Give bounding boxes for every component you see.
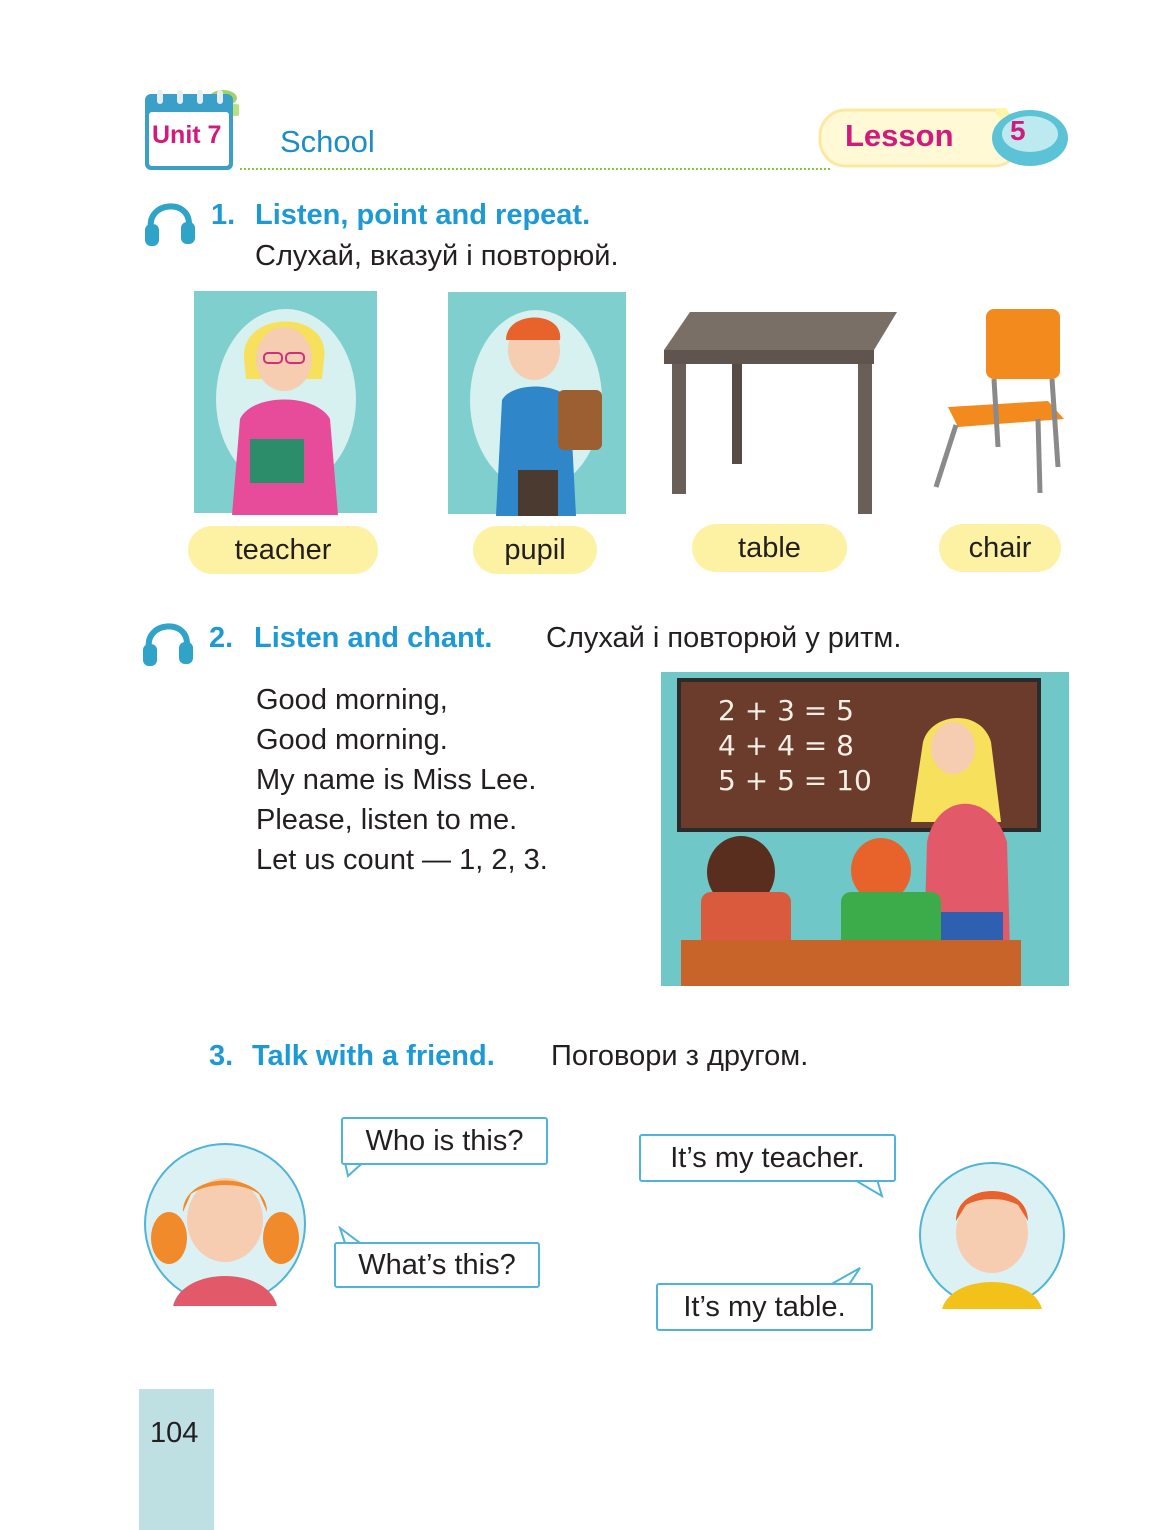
headphones-icon[interactable] (143, 194, 197, 250)
header-divider (240, 168, 830, 170)
exercise2-title: Listen and chant. (254, 622, 493, 654)
board-sum: 5 + 5 = 10 (718, 764, 872, 797)
exercise3-subtitle: Поговори з другом. (551, 1040, 809, 1072)
unit-label: Unit 7 (152, 121, 222, 149)
word-pill-table[interactable]: table (692, 524, 847, 572)
speech-bubble-table: It’s my table. (656, 1283, 873, 1331)
chant-line: Please, listen to me. (256, 804, 518, 836)
word-pill-chair[interactable]: chair (939, 524, 1061, 572)
exercise1-title: Listen, point and repeat. (255, 199, 591, 231)
lesson-number: 5 (1010, 115, 1026, 146)
board-sum: 2 + 3 = 5 (718, 694, 854, 727)
chant-line: Good morning. (256, 724, 448, 756)
page-tab (139, 1389, 214, 1530)
girl-avatar (143, 1142, 307, 1306)
word-pill-pupil[interactable]: pupil (473, 526, 597, 574)
unit-title: School (280, 124, 375, 159)
boy-avatar (918, 1161, 1066, 1309)
page-number: 104 (150, 1417, 199, 1449)
chant-line: My name is Miss Lee. (256, 764, 537, 796)
teacher-picture (192, 289, 379, 515)
table-picture (662, 310, 897, 514)
word-pill-teacher[interactable]: teacher (188, 526, 378, 574)
exercise2-subtitle: Слухай і повторюй у ритм. (546, 622, 902, 654)
pupil-picture (446, 290, 628, 516)
speech-bubble-who: Who is this? (341, 1117, 548, 1165)
chair-picture (928, 307, 1064, 493)
exercise2-number: 2. (209, 622, 234, 654)
lesson-label: Lesson (845, 118, 954, 153)
board-sum: 4 + 4 = 8 (718, 729, 854, 762)
speech-bubble-teacher: It’s my teacher. (639, 1134, 896, 1182)
chant-line: Let us count — 1, 2, 3. (256, 844, 548, 876)
chant-line: Good morning, (256, 684, 448, 716)
exercise1-number: 1. (211, 199, 236, 231)
exercise1-subtitle: Слухай, вказуй і повторюй. (255, 240, 619, 272)
headphones-icon[interactable] (141, 614, 195, 670)
speech-bubble-what: What’s this? (334, 1242, 540, 1288)
exercise3-title: Talk with a friend. (252, 1040, 495, 1072)
exercise3-number: 3. (209, 1040, 234, 1072)
